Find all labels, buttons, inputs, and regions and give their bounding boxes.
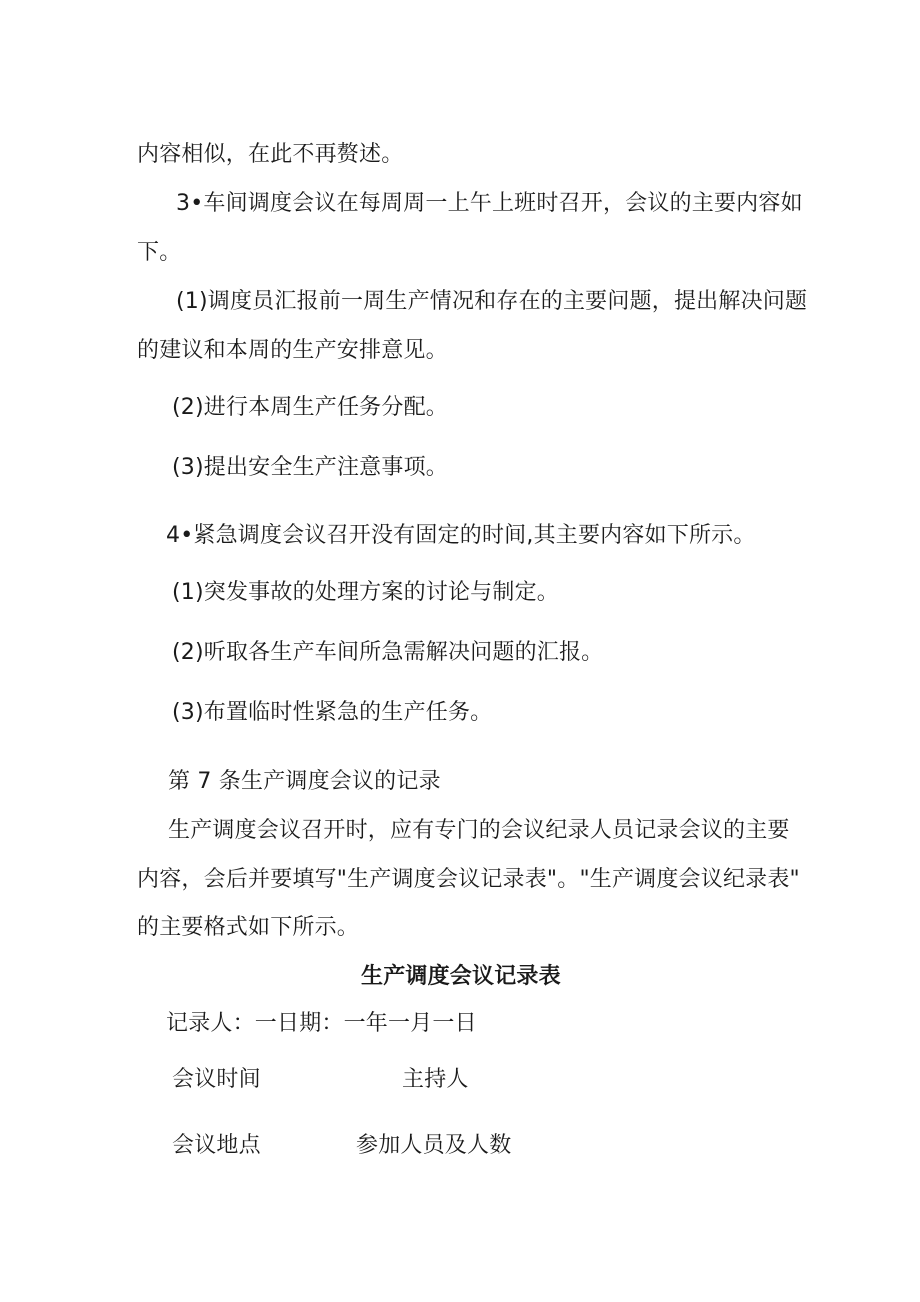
paragraph-line: 的主要格式如下所示。	[137, 915, 360, 940]
paragraph-line: (1)突发事故的处理方案的讨论与制定。	[172, 580, 559, 605]
paragraph-line: (3)布置临时性紧急的生产任务。	[172, 700, 493, 725]
field-meeting-time: 会议时间	[172, 1067, 261, 1092]
field-participants: 参加人员及人数	[356, 1133, 512, 1158]
paragraph-line: 的建议和本周的生产安排意见。	[137, 338, 448, 363]
paragraph-line: (2)听取各生产车间所急需解决问题的汇报。	[172, 640, 604, 665]
field-host: 主持人	[402, 1067, 469, 1092]
paragraph-line: 内容相似，在此不再赘述。	[137, 142, 404, 167]
paragraph-line: (1)调度员汇报前一周生产情况和存在的主要问题，提出解决问题	[176, 289, 808, 314]
recorder-date-line: 记录人：一日期：一年一月一日	[166, 1011, 477, 1036]
paragraph-line: 生产调度会议召开时，应有专门的会议纪录人员记录会议的主要	[168, 818, 790, 843]
field-meeting-place: 会议地点	[172, 1133, 261, 1158]
paragraph-line: 下。	[137, 240, 182, 265]
paragraph-line: 3•车间调度会议在每周周一上午上班时召开，会议的主要内容如	[176, 191, 803, 216]
section-heading: 第 7 条生产调度会议的记录	[168, 769, 441, 794]
paragraph-line: 内容，会后并要填写"生产调度会议记录表"。"生产调度会议纪录表"	[137, 867, 800, 892]
paragraph-line: (2)进行本周生产任务分配。	[172, 395, 448, 420]
form-title: 生产调度会议记录表	[361, 964, 561, 989]
paragraph-line: (3)提出安全生产注意事项。	[172, 455, 448, 480]
paragraph-line: 4•紧急调度会议召开没有固定的时间,其主要内容如下所示。	[166, 523, 756, 548]
